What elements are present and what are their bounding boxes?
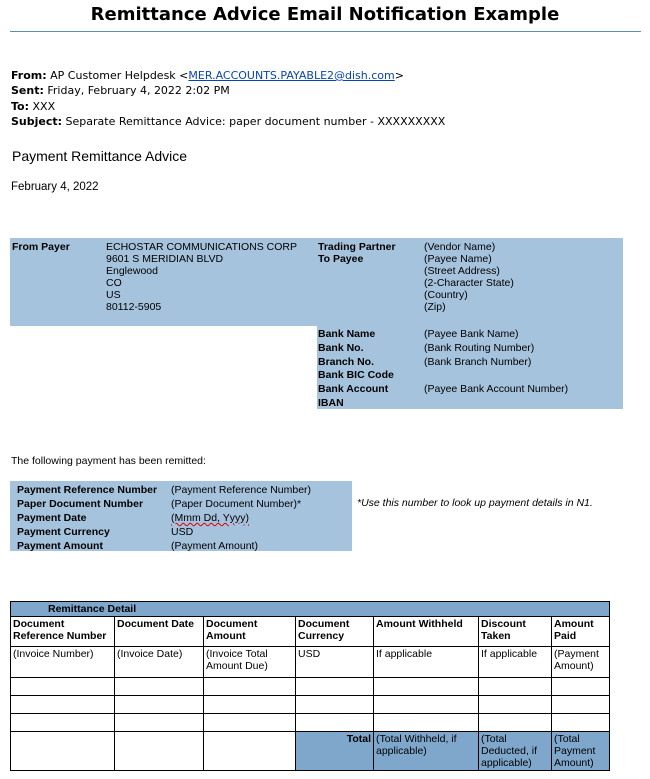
page-title: Remittance Advice Email Notification Example <box>90 4 560 25</box>
payment-value: (Payment Amount) <box>171 540 258 552</box>
from-email-link[interactable]: MER.ACCOUNTS.PAYABLE2@dish.com <box>188 69 395 82</box>
total-label: Total <box>296 732 374 771</box>
payee-line: (Country) <box>424 289 468 301</box>
trading-partner-label: Trading Partner <box>318 241 396 253</box>
bank-name-label: Bank Name <box>318 328 376 340</box>
payer-line: CO <box>106 277 122 289</box>
from-close: > <box>394 69 404 82</box>
email-to-line <box>11 100 55 113</box>
from-name: AP Customer Helpdesk < <box>50 69 189 82</box>
table-row-empty <box>11 714 610 732</box>
branch-no-value: (Bank Branch Number) <box>424 356 532 368</box>
payee-line: (Vendor Name) <box>424 241 496 253</box>
subject-label: Subject: <box>11 115 63 128</box>
table-row <box>11 647 610 678</box>
payment-label: Payment Reference Number <box>17 484 158 496</box>
table-row-empty <box>11 696 610 714</box>
column-header: Discount Taken <box>479 617 552 647</box>
to-label: To: <box>11 100 29 113</box>
column-header: Amount Paid <box>552 617 610 647</box>
payer-line: Englewood <box>106 265 158 277</box>
payer-label: From Payer <box>12 241 70 253</box>
remitted-text: The following payment has been remitted: <box>11 455 206 467</box>
table-cell: If applicable <box>479 647 552 678</box>
sent-label: Sent: <box>11 84 44 97</box>
table-cell: If applicable <box>374 647 479 678</box>
email-subject-line <box>11 115 445 128</box>
column-header: Amount Withheld <box>374 617 479 647</box>
payment-value: USD <box>171 526 194 538</box>
payer-line: 80112-5905 <box>106 301 162 313</box>
table-row-empty <box>11 678 610 696</box>
payee-line: (Street Address) <box>424 265 500 277</box>
email-from-line <box>11 69 404 82</box>
title-divider <box>10 31 641 32</box>
table-cell: (Invoice Date) <box>115 647 204 678</box>
column-header: Document Reference Number <box>11 617 115 647</box>
payee-line: (Payee Name) <box>424 253 492 265</box>
table-cell: (Invoice Total Amount Due) <box>204 647 296 678</box>
table-total-row <box>11 732 610 771</box>
subject-value: Separate Remittance Advice: paper document number - XXXXXXXXX <box>65 115 446 128</box>
payment-value: (Mmm Dd, Yyyy) <box>171 512 249 524</box>
bank-bic-label: Bank BIC Code <box>318 369 394 381</box>
column-header: Document Currency <box>296 617 374 647</box>
bank-account-label: Bank Account <box>318 383 389 395</box>
payment-value: (Payment Reference Number) <box>171 484 312 496</box>
total-deducted: (Total Deducted, if applicable) <box>479 732 552 771</box>
payment-label: Payment Amount <box>17 540 103 552</box>
iban-label: IBAN <box>318 397 344 409</box>
column-header: Document Date <box>115 617 204 647</box>
email-sent-line <box>11 84 230 97</box>
total-withheld: (Total Withheld, if applicable) <box>374 732 479 771</box>
to-payee-label: To Payee <box>318 253 364 265</box>
bank-account-value: (Payee Bank Account Number) <box>424 383 569 395</box>
payment-label: Payment Date <box>17 512 87 524</box>
from-label: From: <box>11 69 47 82</box>
remittance-detail-table <box>10 601 610 771</box>
section-title: Payment Remittance Advice <box>12 148 188 164</box>
table-cell: USD <box>296 647 374 678</box>
payer-line: ECHOSTAR COMMUNICATIONS CORP <box>106 241 297 253</box>
payer-line: US <box>106 289 121 301</box>
table-caption: Remittance Detail <box>11 602 610 617</box>
payment-label: Payment Currency <box>17 526 110 538</box>
bank-no-label: Bank No. <box>318 342 364 354</box>
table-caption-row <box>11 602 610 617</box>
bank-name-value: (Payee Bank Name) <box>424 328 519 340</box>
bank-no-value: (Bank Routing Number) <box>424 342 535 354</box>
table-cell: (Payment Amount) <box>552 647 610 678</box>
table-cell: (Invoice Number) <box>11 647 115 678</box>
payee-line: (Zip) <box>424 301 446 313</box>
to-value: XXX <box>32 100 56 113</box>
sent-value: Friday, February 4, 2022 2:02 PM <box>47 84 230 97</box>
payer-payee-block <box>10 238 623 326</box>
payer-line: 9601 S MERIDIAN BLVD <box>106 253 224 265</box>
payee-line: (2-Character State) <box>424 277 514 289</box>
payment-label: Paper Document Number <box>17 498 144 510</box>
advice-date: February 4, 2022 <box>11 181 99 193</box>
total-paid: (Total Payment Amount) <box>552 732 610 771</box>
table-header-row <box>11 617 610 647</box>
lookup-note: *Use this number to look up payment details in N1. <box>357 497 593 509</box>
column-header: Document Amount <box>204 617 296 647</box>
payment-value: (Paper Document Number)* <box>171 498 302 510</box>
branch-no-label: Branch No. <box>318 356 375 368</box>
